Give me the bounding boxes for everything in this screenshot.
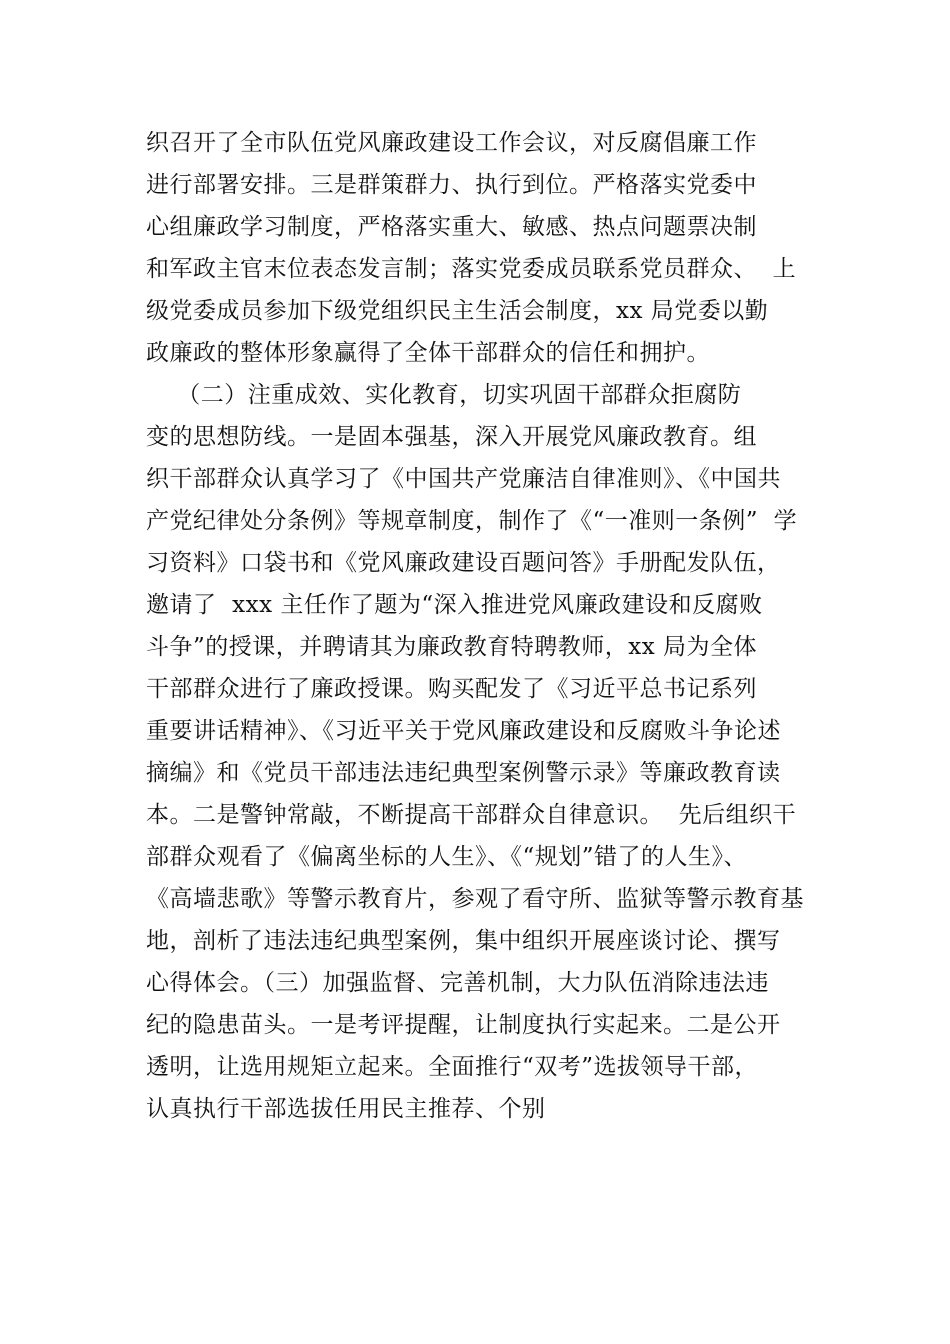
text-line: 政廉政的整体形象赢得了全体干部群众的信任和拥护。 [146, 340, 710, 366]
text-line: 和军政主官末位表态发言制；落实党委成员联系党员群众、 上 [146, 256, 797, 282]
text-line: 重要讲话精神》、《习近平关于党风廉政建设和反腐败斗争论述 [146, 718, 781, 744]
body-text [146, 122, 826, 1130]
text-line: 摘编》和《党员干部违法违纪典型案例警示录》等廉政教育读 [146, 760, 781, 786]
text-line: 本。二是警钟常敲，不断提高干部群众自律意识。 先后组织干 [146, 802, 797, 828]
text-line: 变的思想防线。一是固本强基，深入开展党风廉政教育。组 [146, 424, 757, 450]
text-line: 织召开了全市队伍党风廉政建设工作会议，对反腐倡廉工作 [146, 130, 757, 156]
text-line: 《高墙悲歌》等警示教育片，参观了看守所、监狱等警示教育基 [146, 886, 804, 912]
text-line: 进行部署安排。三是群策群力、执行到位。严格落实党委中 [146, 172, 757, 198]
text-line: 邀请了 xxx 主任作了题为“深入推进党风廉政建设和反腐败 [146, 592, 763, 618]
text-line: 产党纪律处分条例》等规章制度，制作了《“一准则一条例” 学 [146, 508, 798, 534]
text-line: （二）注重成效、实化教育，切实巩固干部群众拒腐防 [146, 382, 742, 408]
text-line: 心得体会。（三）加强监督、完善机制，大力队伍消除违法违 [146, 970, 769, 996]
text-line: 地，剖析了违法违纪典型案例，集中组织开展座谈讨论、撰写 [146, 928, 781, 954]
text-line: 部群众观看了《偏离坐标的人生》、《“规划”错了的人生》、 [146, 844, 748, 870]
text-line: 斗争”的授课，并聘请其为廉政教育特聘教师，xx 局为全体 [146, 634, 758, 660]
text-line: 习资料》口袋书和《党风廉政建设百题问答》手册配发队伍， [146, 550, 781, 576]
text-line: 织干部群众认真学习了《中国共产党廉洁自律准则》、《中国共 [146, 466, 781, 492]
text-line: 级党委成员参加下级党组织民主生活会制度，xx 局党委以勤 [146, 298, 769, 324]
text-line: 干部群众进行了廉政授课。购买配发了《习近平总书记系列 [146, 676, 757, 702]
text-line: 认真执行干部选拔任用民主推荐、个别 [146, 1096, 546, 1122]
text-line: 心组廉政学习制度，严格落实重大、敏感、热点问题票决制 [146, 214, 757, 240]
text-line: 透明，让选用规矩立起来。全面推行“双考”选拔领导干部， [146, 1054, 759, 1080]
text-line: 纪的隐患苗头。一是考评提醒，让制度执行实起来。二是公开 [146, 1012, 781, 1038]
